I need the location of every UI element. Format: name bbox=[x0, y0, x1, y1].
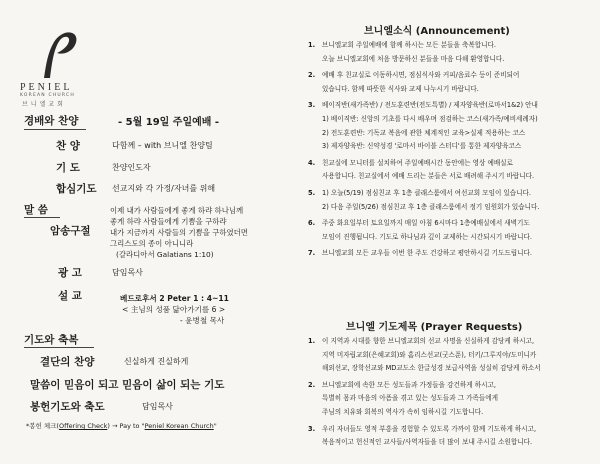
item-line: 우리 자녀들도 영적 부흥을 경험할 수 있도록 가까이 함께 기도하게 하시고, bbox=[322, 424, 537, 433]
sermon-title: < 主님의 성품 닮아가기를 6 > bbox=[122, 305, 226, 314]
sermon-info bbox=[112, 293, 229, 326]
item-line: 2) 다음 주일(5/26) 점심친교 후 1층 클래스룸에서 정기 임원회가 있습니다. bbox=[322, 202, 540, 211]
item-number: 7. bbox=[308, 249, 316, 258]
unison-prayer-label: 합심기도 bbox=[56, 183, 97, 195]
item-line: 브니엘교회 모든 교우들 이번 한 주도 건강하고 평안하시길 기도드립니다. bbox=[322, 249, 532, 258]
memory-line: 내가 지금까지 사람들의 기쁨을 구하였더면 bbox=[110, 228, 248, 237]
praise-value: 다함께 – with 브니엘 찬양팀 bbox=[112, 141, 213, 150]
announcement-item bbox=[308, 247, 598, 261]
offering-note-middle: ) → Pay to " bbox=[107, 422, 145, 430]
worship-divider bbox=[24, 129, 86, 130]
announcement-item bbox=[308, 69, 598, 96]
item-line: 오늘 브니엘교회에 처음 방문하신 분들을 마음 다해 환영합니다. bbox=[322, 54, 505, 63]
sermon-passage: 베드로후서 2 Peter 1 : 4~11 bbox=[120, 294, 229, 303]
memory-verse-label: 암송구절 bbox=[50, 225, 91, 237]
prayer-value: 찬양인도자 bbox=[112, 163, 151, 172]
prayer-divider bbox=[24, 347, 94, 348]
announcement-item bbox=[308, 157, 598, 184]
worship-section-title: 경배와 찬양 bbox=[24, 115, 79, 127]
item-line: 브니엘교회에 속한 모든 성도들과 가정들을 강건하게 하시고, bbox=[322, 380, 496, 389]
sermon-preacher: - 윤병철 목사 bbox=[180, 316, 225, 325]
item-subline: 3) 제자양육반: 신약성경 '로마서 바이블 스터디'를 통한 제자양육코스 bbox=[322, 142, 522, 151]
item-line: 이 지역과 시대를 향한 브니엘교회의 선교 사명을 신실하게 감당케 하시고, bbox=[322, 337, 535, 345]
item-line: 브니엘교회 주일예배에 함께 하시는 모든 분들을 축복합니다. bbox=[322, 41, 496, 49]
offering-note bbox=[26, 421, 217, 430]
item-number: 2. bbox=[308, 380, 316, 389]
announcements-label: 광 고 bbox=[58, 267, 82, 279]
peniel-logo-icon bbox=[30, 28, 80, 80]
item-number: 1. bbox=[308, 337, 316, 345]
word-divider bbox=[24, 217, 60, 218]
song-line: 말씀이 믿음이 되고 믿음이 삶이 되는 기도 bbox=[30, 379, 225, 391]
item-number: 3. bbox=[308, 101, 316, 110]
announcement-list bbox=[308, 39, 598, 261]
announcement-item bbox=[308, 39, 598, 66]
announcements-title: 브니엘소식 (Announcement) bbox=[364, 26, 510, 37]
announcements-value: 담임목사 bbox=[112, 268, 143, 277]
memory-line: 이제 내가 사람들에게 좋게 하랴 하나님께 bbox=[110, 206, 244, 215]
prayer-request-list bbox=[308, 335, 598, 450]
memory-verse bbox=[110, 205, 248, 260]
item-line: 있습니다. 함께 따뜻한 식사와 교제 나누시기 바랍니다. bbox=[322, 84, 479, 93]
memory-line: (갈라디아서 Galatians 1:10) bbox=[116, 250, 214, 259]
closing-song-value: 신실하게 진실하게 bbox=[124, 357, 189, 366]
prayer-label: 기 도 bbox=[56, 162, 80, 174]
sermon-label: 설 교 bbox=[58, 290, 82, 302]
logo-korean: 브니엘교회 bbox=[22, 101, 66, 108]
service-title: - 5월 19일 주일예배 - bbox=[118, 117, 220, 128]
item-line: 사용합니다. 친교실에서 예배 드리는 분들은 서로 배려해 주시기 바랍니다. bbox=[322, 172, 535, 181]
item-line: 주중 화요일부터 토요일까지 매일 아침 6시마다 1층예배실에서 새벽기도 bbox=[322, 219, 530, 228]
item-number: 3. bbox=[308, 424, 316, 433]
prayer-requests-title: 브니엘 기도제목 (Prayer Requests) bbox=[346, 322, 523, 333]
offering-check-word: Offering Check bbox=[58, 422, 108, 430]
item-number: 1. bbox=[308, 41, 316, 49]
offering-prayer-label: 봉헌기도와 축도 bbox=[30, 401, 105, 413]
item-number: 5. bbox=[308, 188, 316, 197]
logo-name: PENIEL bbox=[20, 82, 73, 93]
item-subline: 1) 베이직반: 신앙의 기초를 다시 배우며 점검하는 코스(새가족/예비세례자) bbox=[322, 114, 538, 123]
item-number: 6. bbox=[308, 219, 316, 228]
memory-line: 좋게 하랴 사람들에게 기쁨을 구하랴 bbox=[110, 217, 227, 226]
item-line: 특별히 몸과 마음의 아픔을 겪고 있는 성도들과 그 가족들에게 bbox=[322, 394, 499, 403]
offering-prayer-value: 담임목사 bbox=[142, 402, 173, 411]
offering-note-suffix: " bbox=[213, 422, 217, 430]
offering-note-prefix: *봉헌 체크( bbox=[26, 422, 59, 430]
word-section-title: 말 씀 bbox=[24, 204, 48, 216]
item-subline: 2) 전도훈련반: 기독교 복음에 관한 체계적인 교육>실제 적용하는 코스 bbox=[322, 128, 526, 137]
announcement-item bbox=[308, 217, 598, 244]
item-number: 4. bbox=[308, 158, 316, 167]
prayer-request-item bbox=[308, 379, 598, 420]
item-line: 모임이 진행됩니다. 기도로 하나님과 깊이 교제하는 시간되시기 바랍니다. bbox=[322, 232, 532, 241]
praise-label: 찬 양 bbox=[56, 140, 80, 152]
item-line: 친교실에 모니터를 설치하여 주일예배시간 동안에는 영상 예배실로 bbox=[322, 158, 513, 167]
item-number: 2. bbox=[308, 71, 316, 80]
prayer-request-item bbox=[308, 335, 598, 376]
item-line: 주님의 치유와 회복의 역사가 속히 임하시길 기도합니다. bbox=[322, 407, 484, 416]
item-line: 베이직반(새가족반) / 전도훈련반(전도특별) / 제자양육반(로마서1&2) 안내 bbox=[322, 101, 538, 110]
announcement-item bbox=[308, 187, 598, 214]
unison-prayer-value: 선교지와 각 가정/자녀를 위해 bbox=[112, 184, 216, 193]
item-line: 해외선교, 장학선교와 MD교도소 한글성경 보급사역을 성실히 감당케 하소서 bbox=[322, 364, 541, 373]
announcement-item bbox=[308, 99, 598, 153]
closing-song-label: 결단의 찬양 bbox=[40, 356, 95, 368]
prayer-request-item bbox=[308, 423, 598, 450]
item-line: 복음적이고 헌신적인 교사들/사역자들을 더 많이 보내 주시길 소원합니다. bbox=[322, 438, 533, 447]
prayer-section-title: 기도와 축복 bbox=[24, 334, 79, 346]
offering-payee: Peniel Korean Church bbox=[144, 422, 214, 430]
logo-subtitle: KOREAN CHURCH bbox=[20, 93, 75, 98]
item-line: 지역 미자립교회(은혜교회)와 홈리스선교(굿스푼), 터키/그루지야/도미니카 bbox=[322, 350, 537, 359]
news-column bbox=[300, 0, 600, 464]
item-line: 1) 오늘(5/19) 점심친교 후 1층 클래스룸에서 여선교회 모임이 있습니다. bbox=[322, 188, 532, 197]
memory-line: 그리스도의 종이 아니니라 bbox=[110, 239, 194, 248]
item-line: 예배 후 친교실로 이동하시면, 점심식사와 커피/음료수 등이 준비되어 bbox=[322, 71, 520, 80]
